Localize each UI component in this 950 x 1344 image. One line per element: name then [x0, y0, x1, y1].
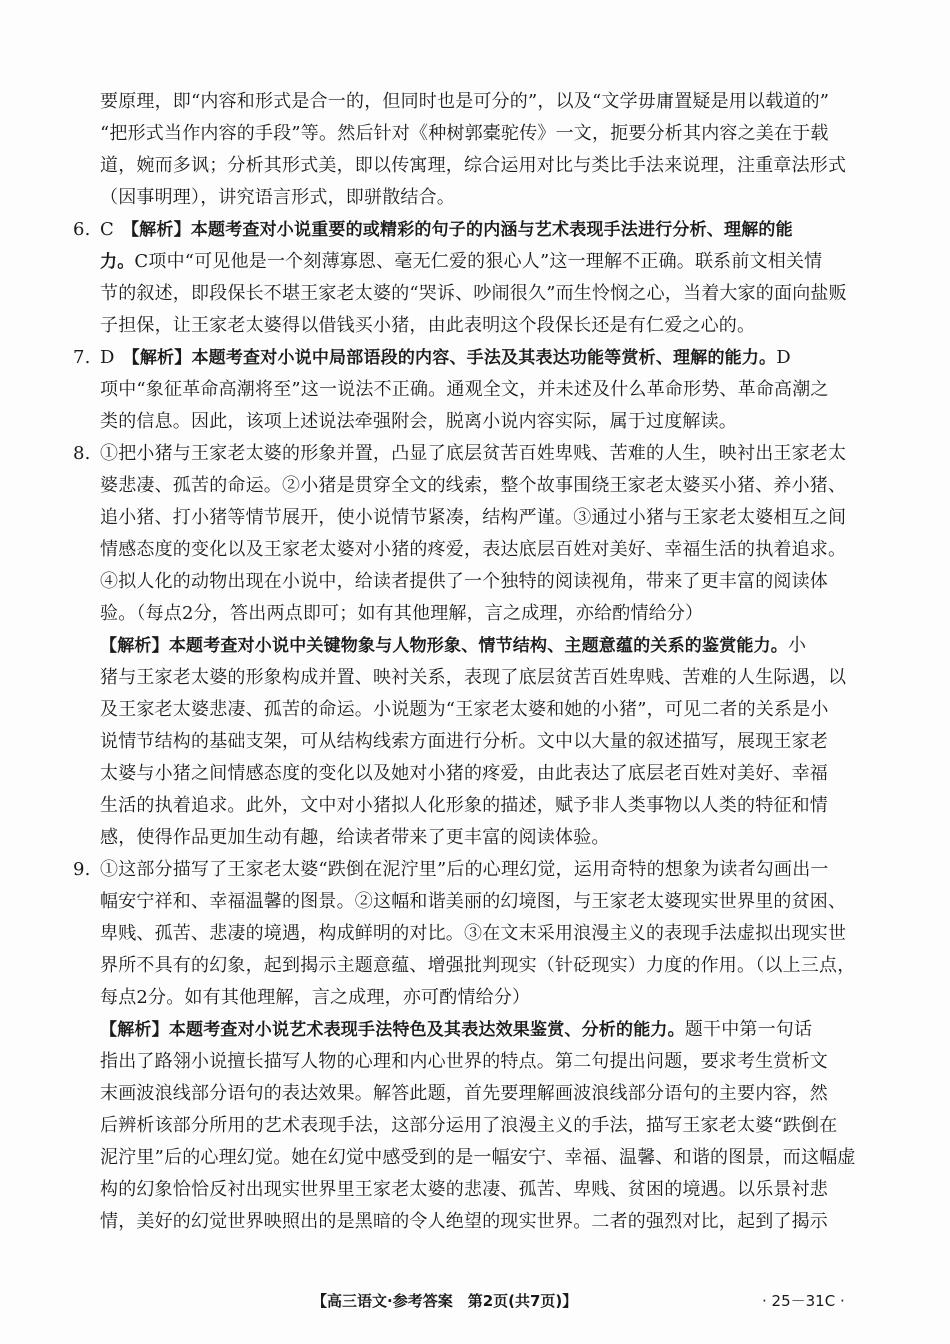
question-7-first-line: [73, 342, 870, 374]
question-number: 9.: [73, 859, 91, 880]
text-line: ④拟人化的动物出现在小说中，给读者提供了一个独特的阅读视角，带来了更丰富的阅读体: [100, 571, 828, 592]
analysis-intro: 本题考查对小说中关键物象与人物形象、情节结构、主题意蕴的关系的鉴赏能力。: [168, 636, 789, 656]
analysis-text: C项中“可见他是一个刻薄寡恩、毫无仁爱的狠心人”这一理解不正确。联系前文相关情: [134, 251, 823, 272]
analysis-intro: 本题考查对小说重要的或精彩的句子的内涵与艺术表现手法进行分析、理解的能: [190, 220, 793, 240]
page-content: [73, 86, 870, 1238]
analysis-text: D: [776, 347, 791, 368]
text-line: 要原理，即“内容和形式是合一的，但同时也是可分的”，以及“文学毋庸置疑是用以载道的”: [100, 91, 830, 112]
footer-page-info: 【高三语文·参考答案 第2页(共7页)】: [312, 1292, 578, 1310]
question-9: [73, 854, 870, 1238]
text-line: 节的叙述，即段保长不堪王家老太婆的“哭诉、吵闹很久”而生怜悯之心，当着大家的面向盐贩: [100, 283, 847, 304]
analysis-intro-end: 力。: [100, 252, 135, 272]
text-line: 界所不具有的幻象，起到揭示主题意蕴、增强批判现实（针砭现实）力度的作用。（以上三点，: [100, 955, 856, 976]
text-line: 幅安宁祥和、幸福温馨的图景。②这幅和谐美丽的幻境图，与王家老太婆现实世界里的贫困、: [100, 891, 847, 912]
analysis-text: 题干中第一句话: [684, 1019, 813, 1040]
intro-continuation: [100, 86, 870, 214]
analysis-text: 小: [788, 635, 807, 656]
question-6-first-line: [73, 214, 870, 246]
question-7: [73, 342, 870, 438]
text-line: 每点2分。如有其他理解，言之成理，亦可酌情给分）: [100, 987, 531, 1008]
analysis-first-line: [100, 630, 870, 662]
analysis-tag: 【解析】: [122, 348, 192, 368]
text-line: 道，婉而多讽；分析其形式美，即以传寓理，综合运用对比与类比手法来说理，注重章法形式: [100, 155, 847, 176]
text-line: 感，使得作品更加生动有趣，给读者带来了更丰富的阅读体验。: [100, 827, 610, 848]
text-line: 类的信息。因此，该项上述说法牵强附会，脱离小说内容实际，属于过度解读。: [100, 411, 737, 432]
text-line: 猪与王家老太婆的形象构成并置、映衬关系，表现了底层贫苦百姓卑贱、苦难的人生际遇，以: [100, 667, 847, 688]
analysis-tag: 【解析】: [100, 1020, 169, 1040]
text-line: 婆悲凄、孤苦的命运。②小猪是贯穿全文的线索，整个故事围绕王家老太婆买小猪、养小猪、: [100, 475, 847, 496]
text-line: 情，美好的幻觉世界映照出的是黑暗的令人绝望的现实世界。二者的强烈对比，起到了揭示: [100, 1211, 828, 1232]
analysis-tag: 【解析】: [121, 220, 191, 240]
answer-letter: D: [100, 347, 115, 368]
question-8: [73, 438, 870, 854]
question-9-first-line: [73, 854, 870, 886]
text-line: [100, 246, 870, 278]
text-line: 指出了路翎小说擅长描写人物的心理和内心世界的特点。第二句提出问题，要求考生赏析文: [100, 1051, 828, 1072]
analysis-first-line: [100, 1014, 870, 1046]
text-line: 卑贱、孤苦、悲凄的境遇，构成鲜明的对比。③在文末采用浪漫主义的表现手法虚拟出现实世: [100, 923, 847, 944]
answer-text: ①把小猪与王家老太婆的形象并置，凸显了底层贫苦百姓卑贱、苦难的人生，映衬出王家老太: [100, 443, 847, 464]
text-line: 说情节结构的基础支架，可从结构线索方面进行分析。文中以大量的叙述描写，展现王家老: [100, 731, 828, 752]
answer-text: ①这部分描写了王家老太婆“跌倒在泥泞里”后的心理幻觉，运用奇特的想象为读者勾画出一: [100, 859, 829, 880]
question-number: 8.: [73, 443, 91, 464]
footer-code: · 25－31C ·: [762, 1292, 845, 1310]
analysis-intro: 本题考查对小说艺术表现手法特色及其表达效果鉴赏、分析的能力。: [168, 1020, 685, 1040]
analysis-intro: 本题考查对小说中局部语段的内容、手法及其表达功能等赏析、理解的能力。: [191, 348, 777, 368]
text-line: 验。（每点2分，答出两点即可；如有其他理解，言之成理，亦给酌情给分）: [100, 603, 704, 624]
question-6: [73, 214, 870, 342]
text-line: 泥泞里”后的心理幻觉。她在幻觉中感受到的是一幅安宁、幸福、温馨、和谐的图景，而这幅虚: [100, 1147, 856, 1168]
text-line: 构的幻象恰恰反衬出现实世界里王家老太婆的悲凄、孤苦、卑贱、贫困的境遇。以乐景衬悲: [100, 1179, 828, 1200]
text-line: 子担保，让王家老太婆得以借钱买小猪，由此表明这个段保长还是有仁爱之心的。: [100, 315, 756, 336]
answer-letter: C: [100, 219, 114, 240]
text-line: （因事明理），讲究语言形式，即骈散结合。: [100, 187, 455, 208]
text-line: 太婆与小猪之间情感态度的变化以及她对小猪的疼爱，由此表达了底层老百姓对美好、幸福: [100, 763, 828, 784]
analysis-tag: 【解析】: [100, 636, 169, 656]
text-line: 及王家老太婆悲凄、孤苦的命运。小说题为“王家老太婆和她的小猪”，可见二者的关系是小: [100, 699, 829, 720]
page-footer: [0, 1286, 950, 1316]
text-line: 项中“象征革命高潮将至”这一说法不正确。通观全文，并未述及什么革命形势、革命高潮之: [100, 379, 829, 400]
question-number: 7.: [73, 347, 91, 368]
text-line: 后辨析该部分所用的艺术表现手法，这部分运用了浪漫主义的手法，描写王家老太婆“跌倒在: [100, 1115, 838, 1136]
text-line: 末画波浪线部分语句的表达效果。解答此题，首先要理解画波浪线部分语句的主要内容，然: [100, 1083, 828, 1104]
question-number: 6.: [73, 219, 91, 240]
text-line: 生活的执着追求。此外，文中对小猪拟人化形象的描述，赋予非人类事物以人类的特征和情: [100, 795, 828, 816]
question-8-first-line: [73, 438, 870, 470]
text-line: 情感态度的变化以及王家老太婆对小猪的疼爱，表达底层百姓对美好、幸福生活的执着追求。: [100, 539, 847, 560]
text-line: 追小猪、打小猪等情节展开，使小说情节紧凑，结构严谨。③通过小猪与王家老太婆相互之间: [100, 507, 847, 528]
text-line: “把形式当作内容的手段”等。然后针对《种树郭橐驼传》一文，扼要分析其内容之美在于载: [100, 123, 829, 144]
